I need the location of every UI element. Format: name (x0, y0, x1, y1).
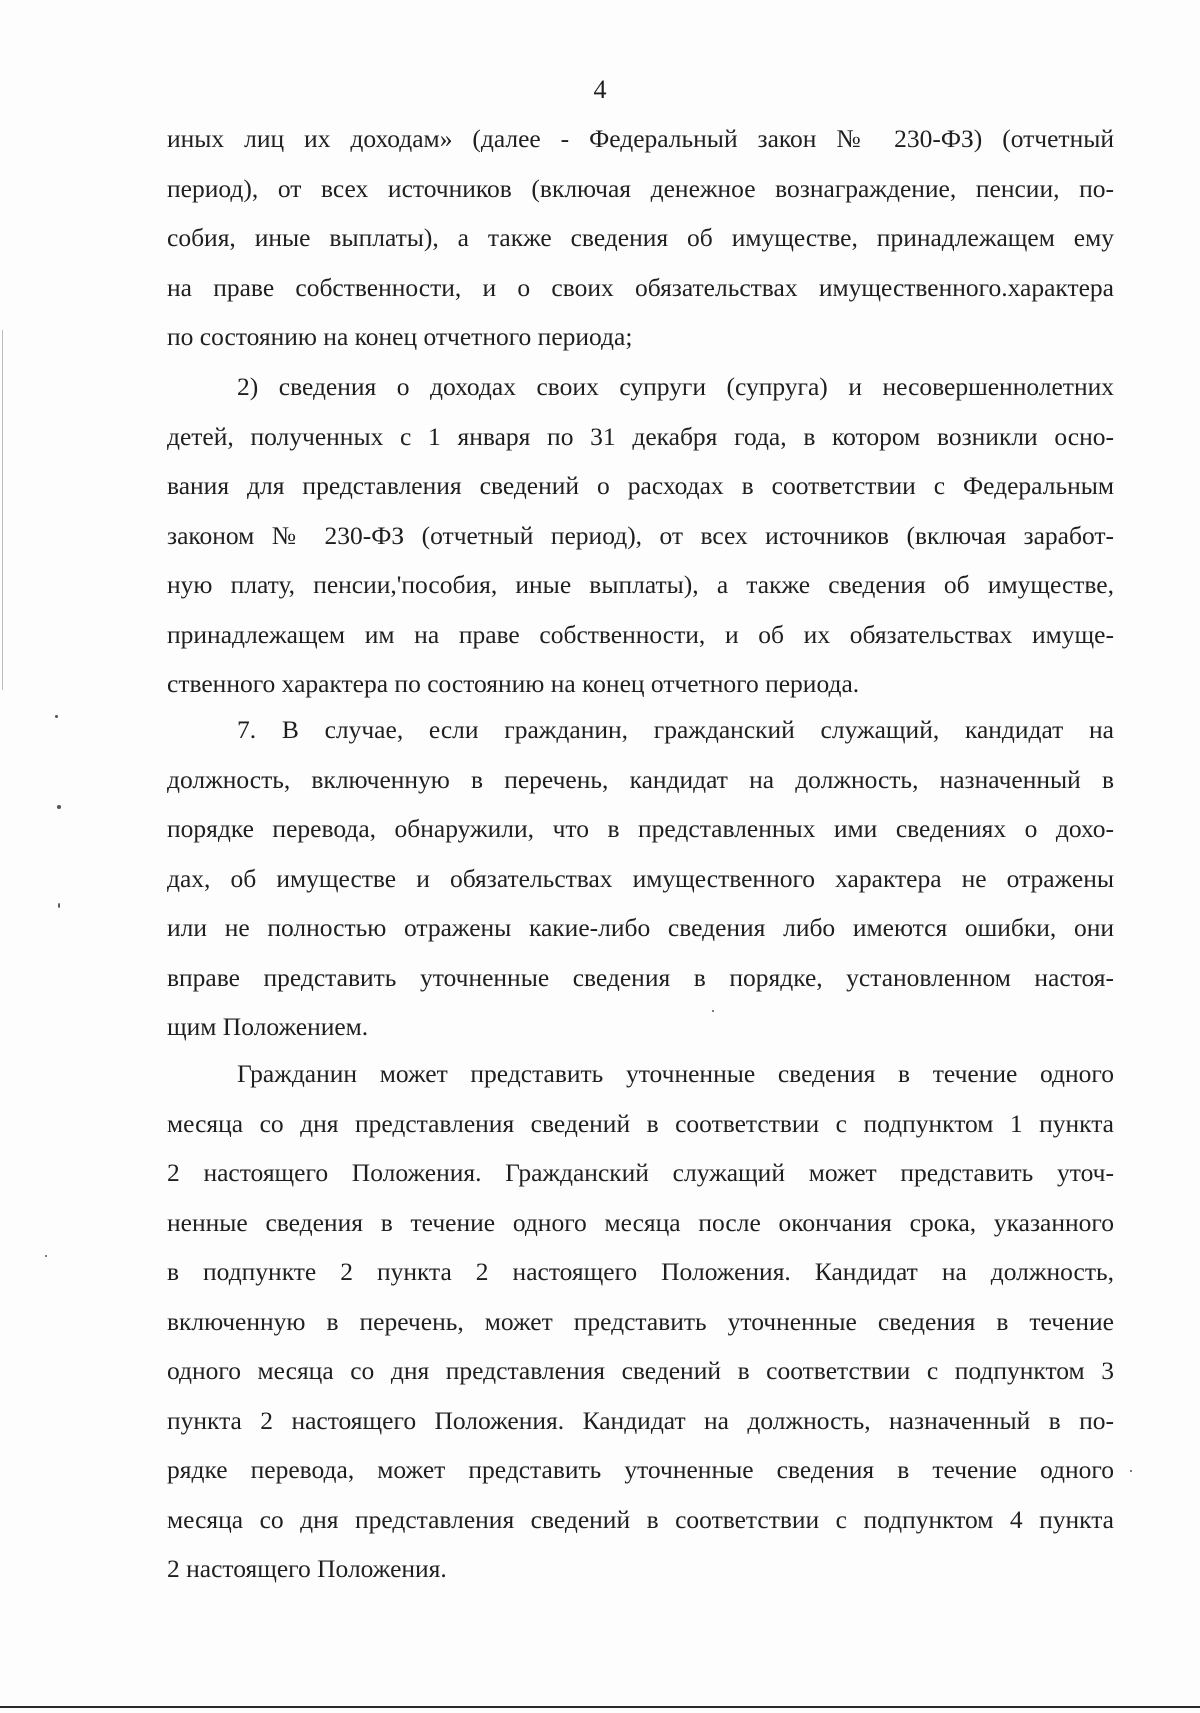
scan-speck (712, 1010, 714, 1012)
text-line: порядке перевода, обнаружили, что в представленных ими сведениях о дохо- (167, 814, 1114, 843)
text-line: в подпункте 2 пункта 2 настоящего Положения. Кандидат на должность, (167, 1257, 1114, 1286)
text-line: вания для представления сведений о расходах в соответствии с Федеральным (167, 471, 1114, 500)
scan-margin-line (2, 330, 3, 690)
scan-speck (57, 805, 61, 809)
text-line: ненные сведения в течение одного месяца после окончания срока, указанного (167, 1207, 1114, 1237)
text-line: 2 настоящего Положения. Гражданский служащий может представить уточ- (167, 1158, 1114, 1187)
text-line: по состоянию на конец отчетного периода; (167, 322, 633, 351)
text-line: собия, иные выплаты), а также сведения об имуществе, принадлежащем ему (167, 223, 1114, 252)
text-line: иных лиц их доходам» (далее - Федеральный закон № 230-ФЗ) (отчетный (167, 124, 1114, 153)
scan-speck (58, 903, 60, 908)
text-line: Гражданин может представить уточненные сведения в течение одного (237, 1059, 1114, 1088)
text-line: период), от всех источников (включая денежное вознаграждение, пенсии, по- (167, 173, 1114, 203)
text-line: месяца со дня представления сведений в соответствии с подпунктом 1 пункта (167, 1108, 1114, 1138)
scan-speck (1130, 1470, 1132, 1472)
text-line: 2 настоящего Положения. (167, 1554, 447, 1583)
text-line: законом № 230-ФЗ (отчетный период), от всех источников (включая заработ- (167, 520, 1114, 550)
text-line: месяца со дня представления сведений в соответствии с подпунктом 4 пункта (167, 1504, 1114, 1534)
text-line: или не полностью отражены какие-либо сведения либо имеются ошибки, они (167, 913, 1114, 942)
text-line: вправе представить уточненные сведения в порядке, установленном настоя- (167, 962, 1114, 992)
page-number: 4 (593, 75, 607, 104)
paragraph-citizen-corrections (167, 1049, 1114, 1594)
text-line: детей, полученных с 1 января по 31 декабря года, в котором возникли осно- (167, 421, 1114, 451)
text-line: рядке перевода, может представить уточненные сведения в течение одного (167, 1455, 1114, 1484)
paragraph-subitem-2 (167, 362, 1114, 709)
scan-speck (45, 1255, 47, 1257)
text-line: пункта 2 настоящего Положения. Кандидат на должность, назначенный в по- (167, 1405, 1114, 1435)
text-line: ственного характера по состоянию на конец отчетного периода. (167, 669, 860, 698)
text-line: на праве собственности, и о своих обязательствах имущественного.характера (167, 272, 1114, 302)
text-line: щим Положением. (167, 1012, 369, 1041)
text-line: включенную в перечень, может представить уточненные сведения в течение (167, 1306, 1114, 1336)
paragraph-continuation (167, 114, 1114, 362)
text-line: должность, включенную в перечень, кандидат на должность, назначенный в (167, 764, 1114, 794)
text-line: принадлежащем им на праве собственности, и об их обязательствах имуще- (167, 619, 1114, 649)
text-line: ную плату, пенсии,'пособия, иные выплаты), а также сведения об имуществе, (167, 570, 1114, 599)
text-line: одного месяца со дня представления сведений в соответствии с подпунктом 3 (167, 1356, 1114, 1385)
scan-bottom-edge (0, 1706, 1200, 1708)
text-line: 7. В случае, если гражданин, гражданский служащий, кандидат на (237, 715, 1114, 744)
paragraph-item-7 (167, 705, 1114, 1052)
scan-speck (55, 715, 58, 718)
text-line: дах, об имуществе и обязательствах имущественного характера не отражены (167, 863, 1114, 893)
text-line: 2) сведения о доходах своих супруги (супруга) и несовершеннолетних (237, 372, 1114, 401)
